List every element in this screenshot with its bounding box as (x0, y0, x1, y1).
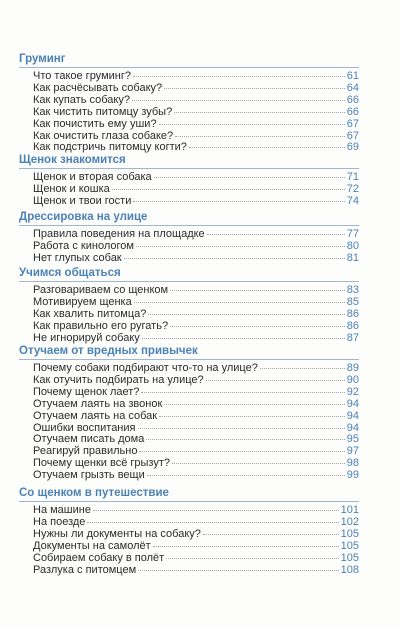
page-number: 99 (346, 469, 359, 482)
page-number: 97 (346, 445, 359, 458)
toc-entry[interactable] (33, 410, 359, 422)
page-number: 66 (346, 93, 359, 106)
dot-leader (164, 88, 345, 89)
dot-leader (159, 124, 345, 125)
toc-entry[interactable] (33, 564, 359, 576)
entry-title: Разговариваем со щенком (33, 284, 169, 296)
page-number: 94 (346, 421, 359, 434)
section-heading[interactable]: Учимся общаться (19, 267, 121, 279)
entry-title: Отучаем писать дома (33, 433, 145, 446)
toc-entry[interactable] (33, 528, 359, 540)
page-number: 71 (346, 171, 359, 183)
dot-leader (87, 522, 338, 523)
dot-leader (133, 201, 344, 202)
toc-entry[interactable] (33, 183, 359, 195)
dot-leader (124, 258, 345, 259)
toc-entry[interactable] (33, 552, 359, 564)
page-number: 105 (340, 527, 359, 540)
dot-leader (189, 147, 345, 148)
toc-entry[interactable] (33, 469, 359, 481)
toc-entry[interactable] (33, 94, 359, 106)
entry-title: Щенок и твои гости (33, 194, 132, 207)
toc-entry[interactable] (33, 284, 359, 296)
dot-leader (147, 475, 345, 476)
toc-entry[interactable] (33, 422, 359, 434)
dot-leader (206, 380, 345, 381)
page-number: 94 (346, 409, 359, 422)
entry-title: Разлука с питомцем (33, 563, 137, 576)
page-number: 101 (340, 504, 359, 516)
dot-leader (133, 76, 345, 77)
page-number: 80 (346, 239, 359, 252)
page-number: 69 (346, 141, 359, 154)
entry-title: На поезде (33, 515, 86, 528)
dot-leader (154, 177, 345, 178)
page-number: 67 (346, 129, 359, 142)
page-number: 66 (346, 105, 359, 118)
page-number: 81 (346, 251, 359, 264)
dot-leader (203, 534, 339, 535)
dot-leader (153, 546, 339, 547)
page-number: 95 (346, 433, 359, 446)
toc-entry[interactable] (33, 362, 359, 374)
toc-entry[interactable] (33, 457, 359, 469)
toc-entry[interactable] (33, 433, 359, 445)
entry-title: Как правильно его ругать? (33, 319, 169, 332)
dot-leader (175, 136, 345, 137)
section-divider (19, 168, 359, 169)
toc-entry[interactable] (33, 141, 359, 153)
page-number: 105 (340, 551, 359, 564)
section-heading[interactable]: Отучаем от вредных привычек (19, 345, 198, 357)
entry-title: На машине (33, 504, 91, 516)
dot-leader (166, 558, 338, 559)
toc-entry[interactable] (33, 70, 359, 82)
page-number: 85 (346, 295, 359, 308)
toc-entry[interactable] (33, 228, 359, 240)
page-number: 105 (340, 539, 359, 552)
dot-leader (174, 112, 345, 113)
entry-title: Не игнорируй собаку (33, 331, 140, 344)
dot-leader (148, 314, 344, 315)
entry-title: Как очистить глаза собаке? (33, 129, 174, 142)
dot-leader (93, 510, 339, 511)
page-number: 89 (346, 362, 359, 374)
dot-leader (138, 428, 345, 429)
entry-title: Ошибки воспитания (33, 421, 136, 434)
page-number: 64 (346, 81, 359, 94)
entry-title: Щенок и кошка (33, 182, 110, 195)
toc-entry[interactable] (33, 171, 359, 183)
page-number: 98 (346, 457, 359, 470)
page-number: 92 (346, 385, 359, 398)
dot-leader (136, 246, 345, 247)
entry-title: Как чистить питомцу зубы? (33, 105, 173, 118)
page-number: 90 (346, 373, 359, 386)
dot-leader (170, 326, 345, 327)
toc-entry[interactable] (33, 82, 359, 94)
page-number: 108 (340, 563, 359, 576)
page-number: 67 (346, 117, 359, 130)
dot-leader (146, 439, 344, 440)
page-number: 94 (346, 397, 359, 410)
toc-entry[interactable] (33, 386, 359, 398)
dot-leader (141, 392, 344, 393)
section-divider (19, 501, 359, 502)
page-number: 72 (346, 182, 359, 195)
entry-title: Мотивируем щенка (33, 295, 132, 308)
entry-title: Как подстричь питомцу когти? (33, 141, 187, 154)
toc-entry[interactable] (33, 296, 359, 308)
page-number: 102 (340, 515, 359, 528)
toc-entry[interactable] (33, 130, 359, 142)
entry-title: Отучаем грызть вещи (33, 469, 145, 482)
toc-entry[interactable] (33, 516, 359, 528)
page-number: 77 (346, 228, 359, 240)
entry-title: Правила поведения на площадке (33, 228, 205, 240)
dot-leader (159, 416, 345, 417)
dot-leader (207, 234, 345, 235)
dot-leader (170, 290, 345, 291)
dot-leader (172, 463, 345, 464)
section-divider (19, 67, 359, 68)
entry-title: Отучаем лаять на звонок (33, 397, 163, 410)
entry-title: Работа с кинологом (33, 239, 134, 252)
section-divider (19, 359, 359, 360)
entry-title: Как купать собаку? (33, 93, 130, 106)
dot-leader (164, 404, 344, 405)
toc-entry[interactable] (33, 195, 359, 207)
entry-title: Как отучить подбирать на улице? (33, 373, 204, 386)
section-heading[interactable]: Со щенком в путешествие (19, 487, 169, 499)
dot-leader (134, 302, 345, 303)
entry-title: Почему щенок лает? (33, 385, 140, 398)
dot-leader (260, 368, 345, 369)
toc-entry[interactable] (33, 398, 359, 410)
entry-title: Нет глупых собак (33, 251, 122, 264)
page-number: 61 (346, 70, 359, 82)
entry-title: Собираем собаку в полёт (33, 551, 165, 564)
entry-title: Почему собаки подбирают что-то на улице? (33, 362, 258, 374)
toc-entry[interactable] (33, 308, 359, 320)
page-number: 83 (346, 284, 359, 296)
entry-title: Как хвалить питомца? (33, 307, 147, 320)
page-number: 74 (346, 194, 359, 207)
toc-entry[interactable] (33, 240, 359, 252)
entry-title: Нужны ли документы на собаку? (33, 527, 201, 540)
entry-title: Почему щенки всё грызут? (33, 457, 171, 470)
toc-entry[interactable] (33, 252, 359, 264)
toc-entry[interactable] (33, 445, 359, 457)
section-heading[interactable]: Груминг (19, 53, 66, 65)
toc-entry[interactable] (33, 106, 359, 118)
dot-leader (139, 451, 344, 452)
dot-leader (132, 100, 345, 101)
page-number: 87 (346, 331, 359, 344)
toc-entry[interactable] (33, 504, 359, 516)
toc-entry[interactable] (33, 540, 359, 552)
dot-leader (138, 570, 338, 571)
entry-title: Как расчёсывать собаку? (33, 81, 163, 94)
toc-entry[interactable] (33, 374, 359, 386)
dot-leader (142, 338, 345, 339)
entry-title: Документы на самолёт (33, 539, 151, 552)
section-heading[interactable]: Щенок знакомится (19, 154, 126, 166)
toc-entry[interactable] (33, 320, 359, 332)
entry-title: Что такое груминг? (33, 70, 131, 82)
section-divider (19, 225, 359, 226)
entry-title: Щенок и вторая собака (33, 171, 152, 183)
entry-title: Реагируй правильно (33, 445, 138, 458)
dot-leader (112, 189, 345, 190)
toc-entry[interactable] (33, 332, 359, 344)
page-number: 86 (346, 307, 359, 320)
entry-title: Отучаем лаять на собак (33, 409, 158, 422)
entry-title: Как почистить ему уши? (33, 117, 157, 130)
section-heading[interactable]: Дрессировка на улице (19, 211, 148, 223)
toc-entry[interactable] (33, 118, 359, 130)
page-number: 86 (346, 319, 359, 332)
section-divider (19, 281, 359, 282)
